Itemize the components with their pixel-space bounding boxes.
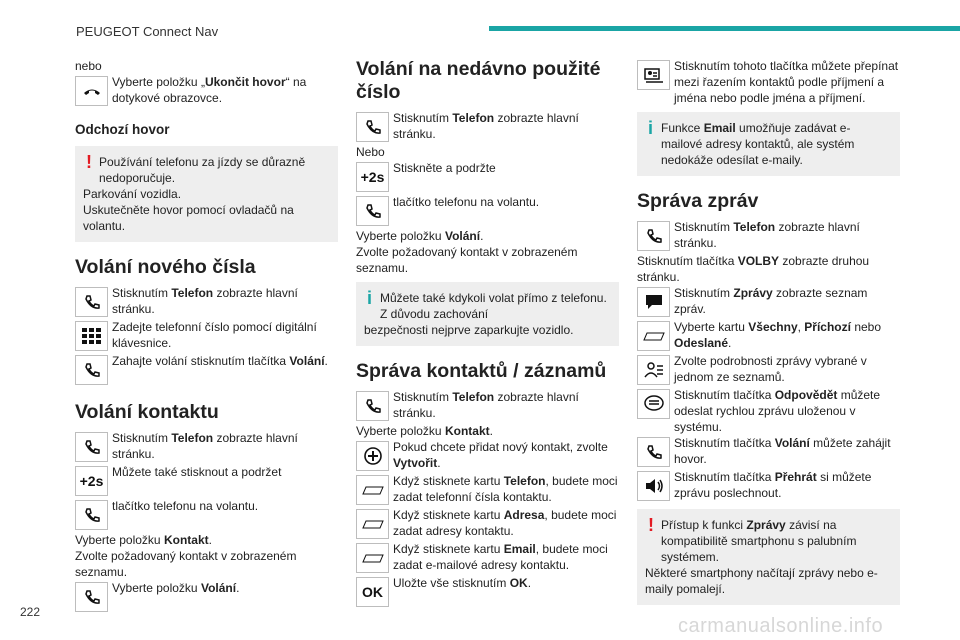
ok-icon: OK	[356, 577, 389, 607]
tab-icon	[637, 321, 670, 351]
warning-box: ! Přístup k funkci Zprávy závisí na kompatibilitě smartphonu s palubním systémem. Některé smartphony načítají zprávy nebo e-maily pomalejí.	[637, 509, 900, 605]
recent-number-heading: Volání na nedávno použité číslo	[356, 58, 601, 103]
phone-icon	[356, 391, 389, 421]
info-box: i Můžete také kdykoli volat přímo z telefonu. Z důvodu zachování bezpečnosti nejprve zaparkujte vozidlo.	[356, 282, 619, 346]
column-3: Stisknutím tohoto tlačítka můžete přepínat mezi řazením kontaktů podle příjmení a jména nebo podle jména a příjmení. i Funkce Email umožňuje zadávat e-mailové adresy kontaktů, ale systém nedokáže odesílat e-maily. Správa zpráv Stisknutím Telefon zobrazte hlavní stránku. Stisknutím tlačítka VOLBY zobrazte druhou stránku. Stisknutím Zprávy zobrazte seznam zpráv. Vyberte kartu Všechny, Příchozí nebo Odeslané. Zvolte podrobnosti zprávy vybrané v jednom ze seznamů. Stisknutím tlačítka Odpovědět můžete odeslat rychlou zprávu uloženou v systému. Stisknutím tlačítka Volání můžete zahájit hovor. Stisknutím tlačítka Přehrát si můžete zprávu poslechnout. ! Přístup k funkci Zprávy závisí na kompatibilitě smartphonu s palubním systémem. Některé smartphony načítají zprávy nebo e-maily pomalejí.	[637, 58, 900, 611]
info-icon: i	[648, 118, 654, 138]
watermark: carmanualsonline.info	[678, 615, 884, 637]
phone-icon	[75, 500, 108, 530]
warning-icon: !	[648, 515, 654, 535]
info-icon: i	[367, 288, 373, 308]
phone-icon	[75, 287, 108, 317]
phone-icon	[75, 432, 108, 462]
outgoing-call-heading: Odchozí hovor	[75, 122, 170, 137]
details-icon	[637, 355, 670, 385]
phone-icon	[75, 355, 108, 385]
phone-icon	[356, 196, 389, 226]
nebo-text: nebo	[75, 59, 102, 73]
tab-icon	[356, 509, 389, 539]
hold-2s-icon: +2s	[356, 162, 389, 192]
warning-icon: !	[86, 152, 92, 172]
keypad-icon	[75, 321, 108, 351]
phone-icon	[356, 112, 389, 142]
running-header: PEUGEOT Connect Nav	[76, 24, 219, 39]
phone-icon	[637, 221, 670, 251]
page-number: 222	[20, 605, 41, 619]
contacts-heading: Správa kontaktů / záznamů	[356, 360, 607, 382]
tab-icon	[356, 475, 389, 505]
info-box: i Funkce Email umožňuje zadávat e-mailové adresy kontaktů, ale systém nedokáže odesílat e-maily.	[637, 112, 900, 176]
tab-icon	[356, 543, 389, 573]
hold-2s-icon: +2s	[75, 466, 108, 496]
end-call-row: Vyberte položku „Ukončit hovor“ na dotykové obrazovce.	[75, 74, 338, 108]
messages-heading: Správa zpráv	[637, 190, 759, 212]
header-accent-bar	[489, 26, 960, 31]
column-1: nebo Vyberte položku „Ukončit hovor“ na dotykové obrazovce. Odchozí hovor ! Používání telefonu za jízdy se důrazně nedoporučuje. Parkování vozidla. Uskutečněte hovor pomocí ovladačů na volantu. Volání nového čísla Stisknutím Telefon zobrazte hlavní stránku. Zadejte telefonní číslo pomocí digitální klávesnice. Zahajte volání stisknutím tlačítka Volání. Volání kontaktu Stisknutím Telefon zobrazte hlavní stránku. +2s Můžete také stisknout a podržet tlačítko telefonu na volantu. Vyberte položku Kontakt. Zvolte požadovaný kontakt v zobrazeném seznamu. Vyberte položku Volání.	[75, 58, 338, 614]
phone-icon	[637, 437, 670, 467]
speaker-icon	[637, 471, 670, 501]
sort-contacts-icon	[637, 60, 670, 90]
add-circle-icon	[356, 441, 389, 471]
call-contact-heading: Volání kontaktu	[75, 401, 219, 423]
new-number-heading: Volání nového čísla	[75, 256, 256, 278]
message-icon	[637, 287, 670, 317]
reply-message-icon	[637, 389, 670, 419]
hang-up-icon	[75, 76, 108, 106]
warning-box: ! Používání telefonu za jízdy se důrazně nedoporučuje. Parkování vozidla. Uskutečněte hovor pomocí ovladačů na volantu.	[75, 146, 338, 242]
column-2: Volání na nedávno použité číslo Stisknutím Telefon zobrazte hlavní stránku. Nebo +2s Stiskněte a podržte tlačítko telefonu na volantu. Vyberte položku Volání. Zvolte požadovaný kontakt v zobrazeném seznamu. i Můžete také kdykoli volat přímo z telefonu. Z důvodu zachování bezpečnosti nejprve zaparkujte vozidlo. Správa kontaktů / záznamů Stisknutím Telefon zobrazte hlavní stránku. Vyberte položku Kontakt. Pokud chcete přidat nový kontakt, zvolte Vytvořit. Když stisknete kartu Telefon, budete moci zadat telefonní čísla kontaktu. Když stisknete kartu Adresa, budete moci zadat adresy kontaktu. Když stisknete kartu Email, budete moci zadat e-mailové adresy kontaktu. OK Uložte vše stisknutím OK.	[356, 58, 619, 609]
phone-icon	[75, 582, 108, 612]
